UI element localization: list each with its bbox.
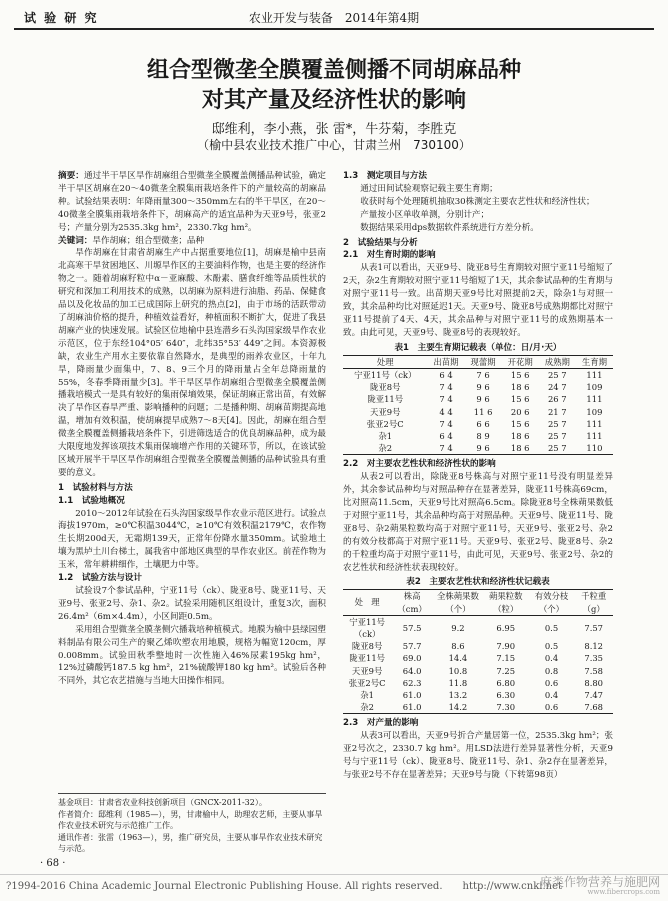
title-line-2: 对其产量及经济性状的影响 bbox=[201, 88, 466, 113]
table-cell: 张亚2号C bbox=[348, 677, 386, 688]
table-cell: 7.57 bbox=[584, 622, 604, 633]
table-cell: 7 4 bbox=[439, 394, 453, 405]
table-header-cell: 全株蒴果数（个） bbox=[436, 591, 479, 614]
table-cell: 25 7 bbox=[547, 369, 567, 380]
section-heading: 1 试验材料与方法 bbox=[58, 482, 133, 493]
table-cell: 8.12 bbox=[584, 641, 604, 652]
table-cell: 69.0 bbox=[402, 653, 422, 664]
table-header-cell: 处 理 bbox=[354, 597, 380, 608]
list-item: 数据结果采用dps数据软件系统进行方差分析。 bbox=[360, 222, 539, 233]
table-row bbox=[343, 665, 613, 677]
table1 bbox=[343, 355, 613, 456]
table-row bbox=[343, 381, 613, 393]
table-cell: 0.8 bbox=[544, 665, 559, 676]
table-row bbox=[343, 442, 613, 455]
table-cell: 7.35 bbox=[584, 653, 604, 664]
table-cell: 18 6 bbox=[510, 382, 530, 393]
keywords-label: 关键词： bbox=[58, 235, 93, 246]
intro-paragraph: 旱作胡麻在甘肃省胡麻生产中占据重要地位[1]，胡麻是榆中县南北高寒干旱贫困地区、川塬旱作区的主要油料作物，也是主要的经济作物之一。随着胡麻籽粒中α－亚麻酸、木酚素、膳食纤维等品质性状的研究和深加工利用技术的成熟，以胡麻为原料进行油脂、药品、保健食品以及化妆品的加工已成国际上研究的热点[2]，由于市场的活跃带动了胡麻油价格的提升，种植效益看好，种植面积不断扩大，促进了我县胡麻产业的快速发展。试验区位地榆中县连潜乡石头沟国家级旱作农业示范区，位于东经104°05′ 640″，北纬35°53′ 449″之间。本资源极缺，农业生产用水主要依靠自然降水，是典型的雨养农业区，十年九旱，降雨量少面集中，7、8、9三个月的降雨量占全年总降雨量的55%，冬春季降雨量少[3]。半干旱区旱作胡麻组合型微垄全膜覆盖侧播栽培模式一是具有较好的集雨保墒效果，保证胡麻正常出苗，有效解决了旱作区春旱严重、影响播种的问题；二是播种期、胡麻苗期提高地温，增加有效积温，使胡麻提早成熟7～8天[4]。因此，胡麻在组合型微垄全膜覆盖侧播栽培条件下，引进筛选适合的优良胡麻品种，成为最大限度地发挥该项技术集雨保墒增产作用的关键环节，所以，在该试验区域开展半干旱区旱作胡麻组合型微垄全膜覆盖侧播的品种试验具有重要的意义。 bbox=[58, 248, 326, 478]
table-cell: 宁亚11号（ck） bbox=[354, 369, 417, 380]
table-cell: 7.47 bbox=[584, 690, 604, 700]
table-cell: 14.2 bbox=[448, 702, 468, 713]
table-cell: 111 bbox=[586, 394, 603, 405]
table-row bbox=[343, 677, 613, 689]
table-cell: 10.8 bbox=[448, 665, 468, 676]
table-cell: 张亚2号C bbox=[366, 418, 404, 429]
abstract bbox=[58, 170, 326, 235]
table-cell: 61.0 bbox=[402, 690, 422, 700]
table-cell: 7.90 bbox=[496, 641, 516, 652]
table-cell: 24 7 bbox=[547, 382, 567, 393]
table-header-row bbox=[343, 590, 613, 615]
table-header-cell: 千粒重（g） bbox=[581, 591, 607, 614]
paragraph: 从表3可以看出，天亚9号折合产量居第一位，2535.3kg hm²；张亚2号次之，2330.7 kg hm²。用LSD法进行差异显著性分析，天亚9号与宁亚11号（ck）、陇亚8号、陇亚11号、杂1、杂2存在显著差异，与张亚2号不存在显著差异；天亚9号与陇（下转第98页） bbox=[343, 731, 613, 781]
page-number: · 68 · bbox=[40, 858, 66, 869]
table-cell: 0.5 bbox=[544, 622, 559, 633]
table-cell: 18 6 bbox=[510, 443, 530, 454]
table-cell: 15 6 bbox=[510, 394, 530, 405]
table-header-cell: 有效分枝（个） bbox=[534, 591, 569, 614]
table-cell: 14.4 bbox=[448, 653, 468, 664]
subsection-heading: 1.3 测定项目与方法 bbox=[343, 171, 427, 181]
table-cell: 6 6 bbox=[476, 418, 490, 429]
table-cell: 8 9 bbox=[476, 430, 490, 441]
table-cell: 杂1 bbox=[378, 430, 393, 441]
table2 bbox=[343, 589, 613, 714]
table-cell: 杂2 bbox=[378, 443, 393, 454]
table-cell: 7.68 bbox=[584, 702, 604, 713]
table-row bbox=[343, 640, 613, 652]
table-cell: 7 6 bbox=[476, 369, 490, 380]
table-cell: 7 4 bbox=[439, 418, 453, 429]
right-column bbox=[343, 170, 613, 782]
table-cell: 陇亚8号 bbox=[369, 382, 401, 393]
table-cell: 陇亚11号 bbox=[349, 653, 386, 664]
table-cell: 7.30 bbox=[496, 702, 516, 713]
list-item: 通过田间试验观察记载主要生育期； bbox=[360, 183, 498, 194]
abstract-text: 通过半干旱区旱作胡麻组合型微垄全膜覆盖侧播品种试验，确定半干旱区胡麻在20～40微垄全膜集雨栽培条件下的产量较高的胡麻品种。试验结果表明：年降雨量300～350mm左右的半干旱区，在20～40微垄全膜集雨栽培条件下，胡麻高产的适宜品种为天亚9号，张亚2号；产量分别为2535.3kg hm²，2330.7kg hm²。 bbox=[58, 171, 326, 233]
table-cell: 陇亚11号 bbox=[367, 394, 404, 405]
table-cell: 20 6 bbox=[510, 406, 530, 417]
affiliation: （榆中县农业技术推广中心，甘肃兰州 730100） bbox=[197, 138, 471, 152]
table-cell: 7 4 bbox=[439, 382, 453, 393]
table-cell: 6.30 bbox=[496, 690, 516, 700]
paragraph: 采用组合型微垄全膜垄侧穴播栽培种植模式。地膜为榆中县绿园塑料制品有限公司生产的聚乙烯吹塑农用地膜，规格为幅宽120cm，厚0.008mm。试验田秋季整地时一次性施入46%尿素195kg hm²，12%过磷酸钙187.5 kg hm²，21%硫酸钾180 kg hm²。试验后各种不同外，其它农艺措施与当地大田操作相同。 bbox=[58, 624, 326, 687]
paragraph: 从表2可以看出，除陇亚8号株高与对照宁亚11号没有明显差异外，其余参试品种均与对照品种存在显著差异，陇亚11号株高69cm，比对照高11.5cm，天亚9号比对照高6.5cm。除陇亚8号全株蒴果数低于对照宁亚11号，其余品种均高于对照品种。天亚9号、陇亚11号、陇亚8号、杂2蒴果粒数均高于对照宁亚11号，天亚9号、张亚2号、杂2的有效分枝都高于对照宁亚11号。天亚9号、张亚2号、陇亚8号、杂2的千粒重均高于对照宁亚11号，由此可见，天亚9号、张亚2号、杂2的农艺性状和经济性状表现较好。 bbox=[343, 472, 613, 573]
table-cell: 7 4 bbox=[439, 443, 453, 454]
table-header-cell: 成熟期 bbox=[544, 356, 570, 367]
left-column bbox=[58, 170, 326, 688]
table-cell: 陇亚8号 bbox=[351, 641, 383, 652]
table-row bbox=[343, 652, 613, 664]
section-heading: 2 试验结果与分析 bbox=[343, 237, 418, 248]
table-cell: 61.0 bbox=[402, 702, 422, 713]
watermark: 麻类作物营养与施肥网 bbox=[539, 875, 660, 889]
table-cell: 15 6 bbox=[510, 418, 530, 429]
table-row bbox=[343, 406, 613, 418]
table-cell: 天亚9号 bbox=[351, 665, 383, 676]
table-cell: 57.5 bbox=[402, 622, 422, 633]
table-cell: 0.4 bbox=[544, 690, 559, 700]
list-item: 收获时每个处理随机抽取30株测定主要农艺性状和经济性状； bbox=[360, 196, 595, 207]
table-cell: 8.80 bbox=[584, 677, 604, 688]
table-cell: 15 6 bbox=[510, 369, 530, 380]
table-cell: 6 4 bbox=[439, 369, 453, 380]
list-item: 产量按小区单收单测，分别计产； bbox=[360, 209, 490, 220]
table-cell: 9 6 bbox=[476, 394, 490, 405]
table-cell: 9 6 bbox=[476, 382, 490, 393]
table-cell: 0.6 bbox=[544, 702, 559, 713]
footnotes bbox=[58, 793, 326, 855]
table-cell: 109 bbox=[586, 406, 603, 417]
subsection-heading: 1.2 试验方法与设计 bbox=[58, 573, 142, 584]
table-cell: 11.8 bbox=[448, 677, 468, 688]
table-cell: 杂2 bbox=[360, 702, 374, 713]
keywords bbox=[58, 235, 326, 248]
paragraph: 2010～2012年试验在石头沟国家级旱作农业示范区进行。试验点海拔1970m，≥0℃积温3044℃，≥10℃有效积温2179℃，农作物生长期200d天，无霜期139天，正常年份降水量350mm。试验地土壤为黑垆土川台梯土，属我省中部地区典型的旱作农业区。前茬作物为玉米，常年耕耕细作，土壤肥力中等。 bbox=[58, 508, 326, 571]
table1-title: 表1 主要生育期记载表（单位：日/月·天） bbox=[394, 342, 562, 353]
table-header-cell: 蒴果粒数（粒） bbox=[489, 591, 523, 614]
table-row bbox=[343, 368, 613, 381]
article-title bbox=[0, 56, 668, 116]
table-cell: 4 4 bbox=[439, 406, 453, 417]
table-row bbox=[343, 689, 613, 701]
footnote-funding: 基金项目：甘肃省农业科技创新项目（GNCX-2011-32）。 bbox=[58, 798, 267, 807]
section-label: 试 验 研 究 bbox=[24, 11, 99, 25]
table-cell: 6.80 bbox=[496, 677, 516, 688]
keywords-text: 旱作胡麻；组合型微垄；品种 bbox=[92, 235, 205, 246]
table-cell: 25 7 bbox=[547, 418, 567, 429]
table-cell: 7.58 bbox=[584, 665, 604, 676]
subsection-heading: 2.2 对主要农艺性状和经济性状的影响 bbox=[343, 459, 496, 470]
title-line-1: 组合型微垄全膜覆盖侧播不同胡麻品种 bbox=[146, 58, 521, 83]
table-header-cell: 开花期 bbox=[507, 356, 533, 367]
table2-title: 表2 主要农艺性状和经济性状记载表 bbox=[406, 577, 550, 588]
table-row bbox=[343, 393, 613, 405]
table-cell: 25 7 bbox=[547, 443, 567, 454]
table-cell: 6 4 bbox=[439, 430, 453, 441]
table-cell: 62.3 bbox=[402, 677, 422, 688]
table-header-cell: 现蕾期 bbox=[470, 356, 496, 367]
table-cell: 64.0 bbox=[402, 665, 422, 676]
table-cell: 宁亚11号（ck） bbox=[349, 616, 386, 639]
paragraph: 试验设7个参试品种，宁亚11号（ck）、陇亚8号、陇亚11号、天亚9号、张亚2号、杂1、杂2。试验采用随机区组设计，重复3次，面积26.4m²（6m×4.4m），小区间距0.5m。 bbox=[58, 586, 326, 622]
table-cell: 8.6 bbox=[451, 641, 465, 652]
paragraph: 从表1可以看出，天亚9号、陇亚8号生育期较对照宁亚11号缩短了2天，杂2生育期较对照宁亚11号缩短了1天，其余参试品种的生育期与对照宁亚11号一致。出苗期天亚9号比对照提前2天，除杂1与对照一致，其余品种均比对照延迟1天。天亚9号、陇亚8号成熟期都比对照宁亚11号提前了4天、4天，其余品种与对照宁亚11号的成熟期基本一致。由此可见，天亚9号、陇亚8号的表现较好。 bbox=[343, 263, 613, 338]
table-row bbox=[343, 430, 613, 442]
table-cell: 0.6 bbox=[544, 677, 559, 688]
footnote-corresponding: 通讯作者：张雷（1963—），男，推广研究员，主要从事旱作农业技术研究与示范。 bbox=[58, 832, 323, 853]
table-header-cell: 生育期 bbox=[581, 356, 607, 367]
table-cell: 25 7 bbox=[547, 430, 567, 441]
table-cell: 111 bbox=[586, 418, 603, 429]
table-cell: 11 6 bbox=[473, 406, 493, 417]
table-cell: 9.2 bbox=[451, 622, 465, 633]
table-cell: 6.95 bbox=[496, 622, 516, 633]
table-cell: 21 7 bbox=[547, 406, 567, 417]
journal-issue: 农业开发与装备 2014年第4期 bbox=[248, 11, 420, 25]
table-cell: 杂1 bbox=[360, 690, 374, 700]
table-row bbox=[343, 701, 613, 714]
subsection-heading: 2.3 对产量的影响 bbox=[343, 718, 419, 729]
authors: 邸维利，李小燕，张 雷*，牛芬菊，李胜克 bbox=[211, 122, 457, 137]
copyright-line: ?1994-2016 China Academic Journal Electronic Publishing House. All rights reserved. http://www.cnki.net bbox=[0, 874, 668, 893]
table-header-row bbox=[343, 355, 613, 368]
table-cell: 7.15 bbox=[496, 653, 516, 664]
table-cell: 0.5 bbox=[544, 641, 559, 652]
footnote-author: 作者简介：邸维利（1985—），男，甘肃榆中人，助理农艺师，主要从事旱作农业技术研究与示范推广工作。 bbox=[58, 809, 323, 830]
table-row bbox=[343, 418, 613, 430]
subsection-heading: 2.1 对生育时期的影响 bbox=[343, 250, 436, 261]
table-row bbox=[343, 615, 613, 640]
table-header-cell: 株高（cm） bbox=[397, 591, 427, 614]
table-cell: 7.25 bbox=[496, 665, 516, 676]
table-cell: 0.4 bbox=[544, 653, 559, 664]
table-cell: 109 bbox=[586, 382, 603, 393]
table-cell: 9 6 bbox=[476, 443, 490, 454]
table-cell: 111 bbox=[586, 369, 603, 380]
table-cell: 57.7 bbox=[402, 641, 422, 652]
table-cell: 110 bbox=[586, 443, 603, 454]
table-cell: 天亚9号 bbox=[369, 406, 401, 417]
running-header bbox=[14, 6, 654, 30]
abstract-label: 摘要： bbox=[58, 171, 84, 181]
table-cell: 111 bbox=[586, 430, 603, 441]
table-cell: 13.2 bbox=[448, 690, 468, 700]
table-cell: 18 6 bbox=[510, 430, 530, 441]
subsection-heading: 1.1 试验地概况 bbox=[58, 495, 125, 506]
table-header-cell: 处理 bbox=[376, 356, 394, 367]
table-cell: 26 7 bbox=[547, 394, 567, 405]
watermark-url: www.fibercrops.com bbox=[587, 888, 660, 896]
table-header-cell: 出苗期 bbox=[433, 356, 459, 367]
